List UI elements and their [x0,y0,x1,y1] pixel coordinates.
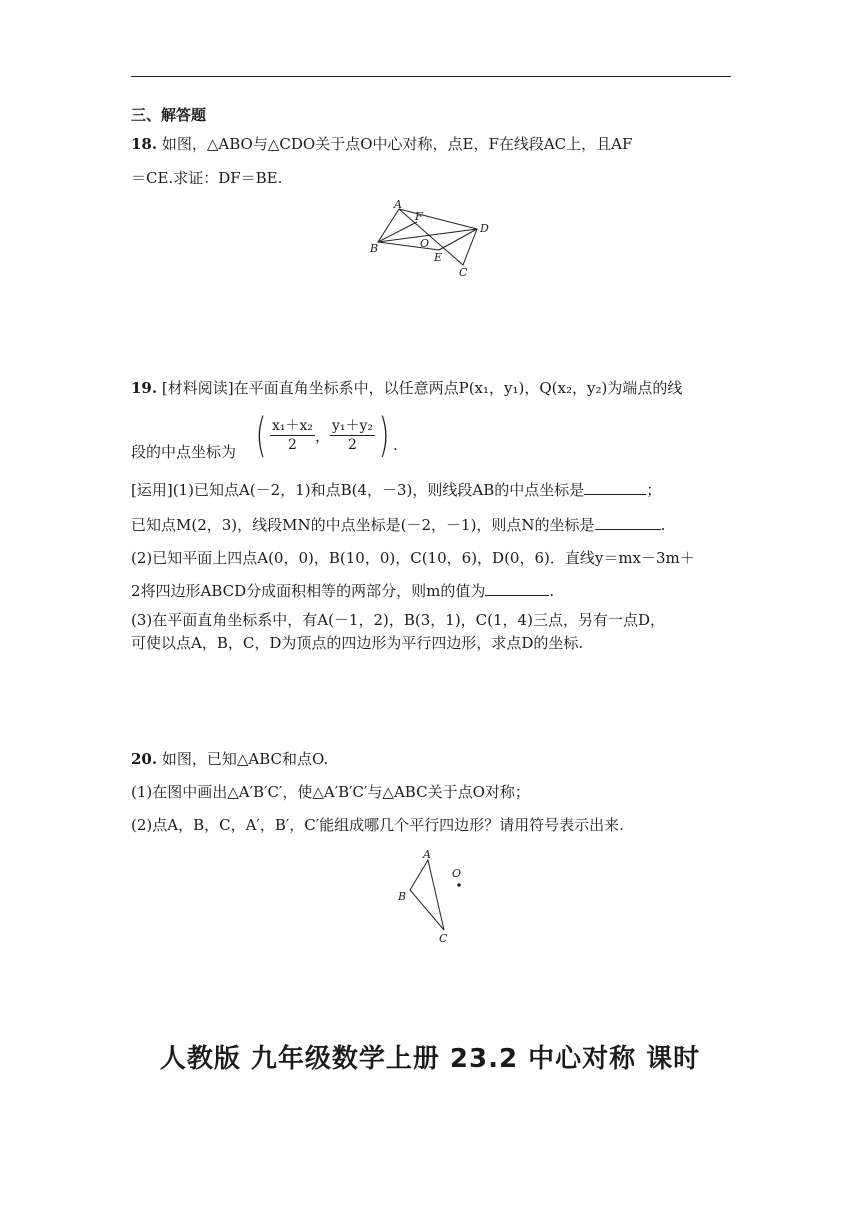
right-paren: ) [378,408,390,462]
q20-label-b: B [398,890,407,903]
q20-triangle-abc [410,860,444,930]
q19-line1 [131,377,682,399]
q18-number: 18. [131,135,158,153]
q19-frac-x [270,417,315,454]
q19-part3-b: 可使以点A，B，C，D为顶点的四边形为平行四边形，求点D的坐标. [131,634,584,652]
q19-intro: [材料阅读]在平面直角坐标系中，以任意两点P(x₁，y₁)，Q(x₂，y₂)为端点的线 [161,379,683,397]
q20-line1 [131,748,328,770]
answer-blank-3[interactable] [485,581,549,596]
q18-label-c: C [459,266,468,279]
q18-label-b: B [370,242,379,255]
q18-segment-de [439,229,477,250]
q20-point-o [457,883,461,887]
q20-label-a: A [423,848,431,861]
q19-part1-a-end: ； [646,481,662,499]
q19-part1-b-end: . [660,516,666,534]
frac-x-denominator: 2 [288,436,297,453]
q18-figure [360,198,500,280]
q19-midpoint-formula [252,408,398,462]
q18-label-o: O [420,237,430,250]
q20-number: 20. [131,750,158,768]
q19-part2-b [131,580,554,602]
frac-x-numerator: x₁＋x₂ [271,417,313,434]
answer-blank-2[interactable] [595,515,661,530]
q19-part1-a [131,479,661,501]
q20-line3: (2)点A，B，C，A′，B′，C′能组成哪几个平行四边形？请用符号表示出来. [131,816,624,834]
q19-part2-b-text: 2将四边形ABCD分成面积相等的两部分，则m的值为 [131,582,486,600]
section-title: 三、解答题 [131,106,207,124]
q20-label-o: O [452,867,462,880]
q18-text1: 如图，△ABO与△CDO关于点O中心对称，点E，F在线段AC上，且AF [161,135,633,153]
q19-part1-b [131,514,665,536]
q18-label-e: E [434,251,443,264]
q19-part2-b-end: . [549,582,555,600]
q19-number: 19. [131,379,158,397]
left-paren: ( [255,408,267,462]
frac-separator: ， [314,426,330,445]
q18-line1 [131,133,632,155]
formula-period: . [392,436,398,454]
q18-line2: ＝CE.求证：DF＝BE. [131,169,283,187]
q19-frac-y [330,417,375,454]
q19-part3-a: (3)在平面直角坐标系中，有A(－1，2)，B(3，1)，C(1，4)三点，另有一点D， [131,611,665,629]
q20-text1: 如图，已知△ABC和点O. [161,750,329,768]
q18-segment-be [378,242,439,250]
footer-title: 人教版 九年级数学上册 23.2 中心对称 课时 [159,1044,701,1074]
q18-label-a: A [394,198,402,211]
q19-midpoint-prefix: 段的中点坐标为 [131,443,237,461]
q19-part2-a: (2)已知平面上四点A(0，0)，B(10，0)，C(10，6)，D(0，6)．直线y＝mx－3m＋ [131,549,695,567]
q19-part1-a-text: [运用](1)已知点A(－2，1)和点B(4，－3)，则线段AB的中点坐标是 [131,481,585,499]
frac-y-denominator: 2 [348,436,357,453]
frac-y-numerator: y₁＋y₂ [331,417,374,434]
answer-blank-1[interactable] [584,480,646,495]
q18-label-d: D [480,222,489,235]
q20-line2: (1)在图中画出△A′B′C′，使△A′B′C′与△ABC关于点O对称； [131,783,530,801]
q20-figure [392,846,478,946]
q18-label-f: F [415,210,423,223]
q20-label-c: C [439,932,448,945]
q19-part1-b-text: 已知点M(2，3)，线段MN的中点坐标是(－2，－1)，则点N的坐标是 [131,516,595,534]
header-rule [131,76,731,77]
